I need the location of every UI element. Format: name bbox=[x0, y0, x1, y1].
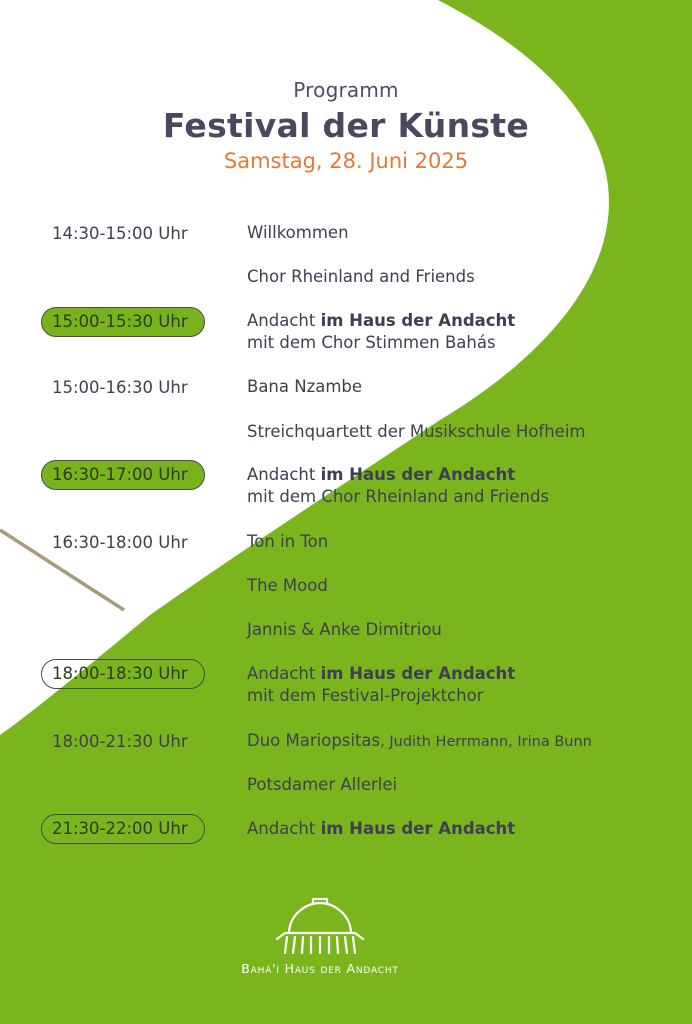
event-title: Willkommen bbox=[247, 223, 349, 242]
event-title: The Mood bbox=[247, 576, 328, 595]
time-slot: 18:00-21:30 Uhr bbox=[52, 732, 188, 751]
event-location: im Haus der Andacht bbox=[320, 819, 516, 838]
event-subline: mit dem Chor Stimmen Bahás bbox=[247, 333, 496, 352]
event-title: Bana Nzambe bbox=[247, 377, 363, 396]
event-title: Streichquartett der Musikschule Hofheim bbox=[247, 422, 586, 441]
time-slot: 15:00-16:30 Uhr bbox=[52, 378, 188, 397]
time-slot-highlight: 21:30-22:00 Uhr bbox=[41, 814, 205, 844]
event-subline: mit dem Chor Rheinland and Friends bbox=[247, 487, 550, 506]
temple-dome-icon bbox=[265, 895, 375, 957]
event-prefix: Andacht bbox=[247, 465, 321, 484]
time-slot: 14:30-15:00 Uhr bbox=[52, 224, 188, 243]
event-andacht bbox=[247, 663, 515, 707]
event-subline: mit dem Festival-Projektchor bbox=[247, 686, 484, 705]
event-title: Jannis & Anke Dimitriou bbox=[247, 620, 442, 639]
event-location: im Haus der Andacht bbox=[320, 465, 516, 484]
event-prefix: Andacht bbox=[247, 311, 321, 330]
event-andacht bbox=[247, 818, 515, 840]
event-name: Duo Mariopsitas bbox=[247, 731, 381, 750]
program-subtitle: Programm bbox=[293, 78, 399, 102]
event-prefix: Andacht bbox=[247, 664, 321, 683]
event-title bbox=[247, 730, 592, 753]
event-title: Chor Rheinland and Friends bbox=[247, 267, 475, 286]
time-slot-highlight: 16:30-17:00 Uhr bbox=[41, 460, 205, 490]
event-title: Potsdamer Allerlei bbox=[247, 775, 398, 794]
time-slot-highlight: 18:00-18:30 Uhr bbox=[41, 659, 205, 689]
logo-text: Bahá'í Haus der Andacht bbox=[241, 961, 399, 976]
event-name-additional: , Judith Herrmann, Irina Bunn bbox=[380, 734, 592, 750]
event-andacht bbox=[247, 310, 515, 354]
festival-title: Festival der Künste bbox=[162, 106, 530, 145]
event-prefix: Andacht bbox=[247, 819, 321, 838]
time-slot-highlight: 15:00-15:30 Uhr bbox=[41, 307, 205, 337]
time-slot: 16:30-18:00 Uhr bbox=[52, 533, 188, 552]
event-andacht bbox=[247, 464, 549, 508]
event-title: Ton in Ton bbox=[247, 532, 329, 551]
festival-date: Samstag, 28. Juni 2025 bbox=[223, 149, 469, 173]
event-location: im Haus der Andacht bbox=[320, 311, 516, 330]
footer-logo bbox=[200, 895, 440, 976]
event-location: im Haus der Andacht bbox=[320, 664, 516, 683]
